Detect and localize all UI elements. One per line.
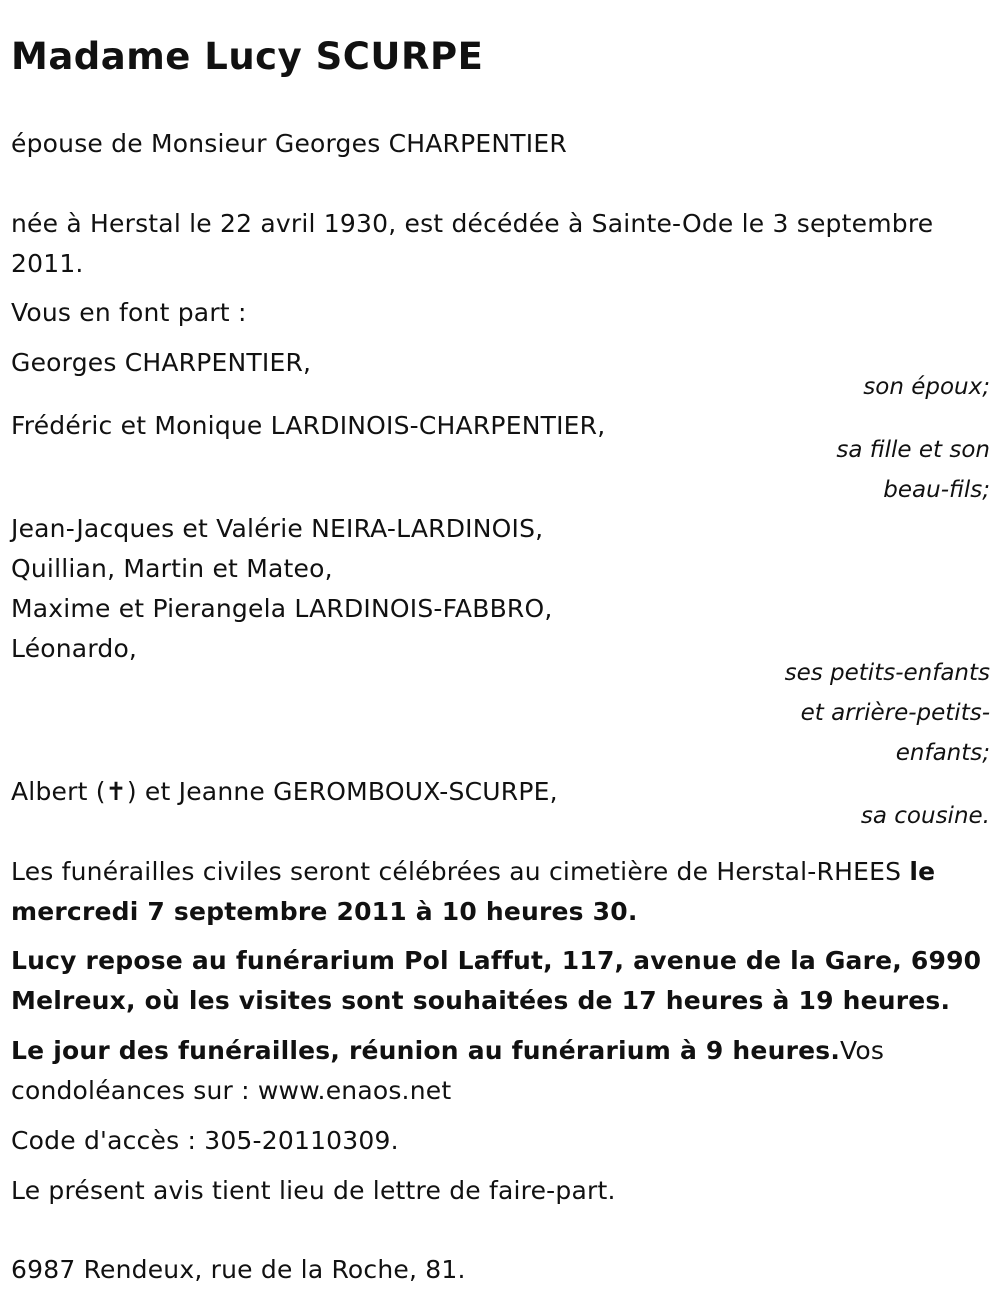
mourner-name: Quillian, Martin et Mateo,: [11, 554, 333, 583]
condolences-line: condoléances sur : www.enaos.net: [11, 1076, 452, 1105]
repose-line-2: Melreux, où les visites sont souhaitées de 17 heures à 19 heures.: [11, 986, 951, 1015]
mourner-relation: et arrière-petits-: [800, 700, 990, 726]
announce-line: Vous en font part :: [11, 298, 247, 327]
mourner-relation: beau-fils;: [883, 477, 990, 503]
mourner-relation: sa fille et son: [836, 437, 990, 463]
birth-death-line-2: 2011.: [11, 249, 84, 278]
condolences-prefix: Vos: [840, 1036, 885, 1065]
mourner-name: Léonardo,: [11, 634, 138, 663]
funeral-text: Les funérailles civiles seront célébrées au cimetière de Herstal-RHEES: [11, 857, 910, 886]
mourner-name: Albert (✝) et Jeanne GEROMBOUX-SCURPE,: [11, 777, 558, 806]
address: 6987 Rendeux, rue de la Roche, 81.: [11, 1255, 466, 1284]
mourner-relation: ses petits-enfants: [784, 660, 990, 686]
meeting-text: Le jour des funérailles, réunion au funérarium à 9 heures.: [11, 1036, 841, 1065]
spouse-line: épouse de Monsieur Georges CHARPENTIER: [11, 129, 567, 158]
meeting-line-1: [11, 1031, 884, 1071]
mourner-relation: son époux;: [863, 374, 990, 400]
notice-text: Le présent avis tient lieu de lettre de faire-part.: [11, 1176, 616, 1205]
repose-line-1: Lucy repose au funérarium Pol Laffut, 117, avenue de la Gare, 6990: [11, 946, 982, 975]
mourner-name: Maxime et Pierangela LARDINOIS-FABBRO,: [11, 594, 553, 623]
funeral-line-1: [11, 852, 935, 892]
mourner-name: Georges CHARPENTIER,: [11, 348, 312, 377]
funeral-line-2: mercredi 7 septembre 2011 à 10 heures 30.: [11, 897, 638, 926]
mourner-name: Jean-Jacques et Valérie NEIRA-LARDINOIS,: [11, 514, 544, 543]
mourner-relation: enfants;: [895, 740, 990, 766]
funeral-date-start: le: [909, 857, 936, 886]
page-title: Madame Lucy SCURPE: [11, 35, 484, 78]
birth-death-line-1: née à Herstal le 22 avril 1930, est décédée à Sainte-Ode le 3 septembre: [11, 209, 934, 238]
mourner-relation: sa cousine.: [860, 803, 990, 829]
mourner-name: Frédéric et Monique LARDINOIS-CHARPENTIER,: [11, 411, 606, 440]
access-code: Code d'accès : 305-20110309.: [11, 1126, 399, 1155]
